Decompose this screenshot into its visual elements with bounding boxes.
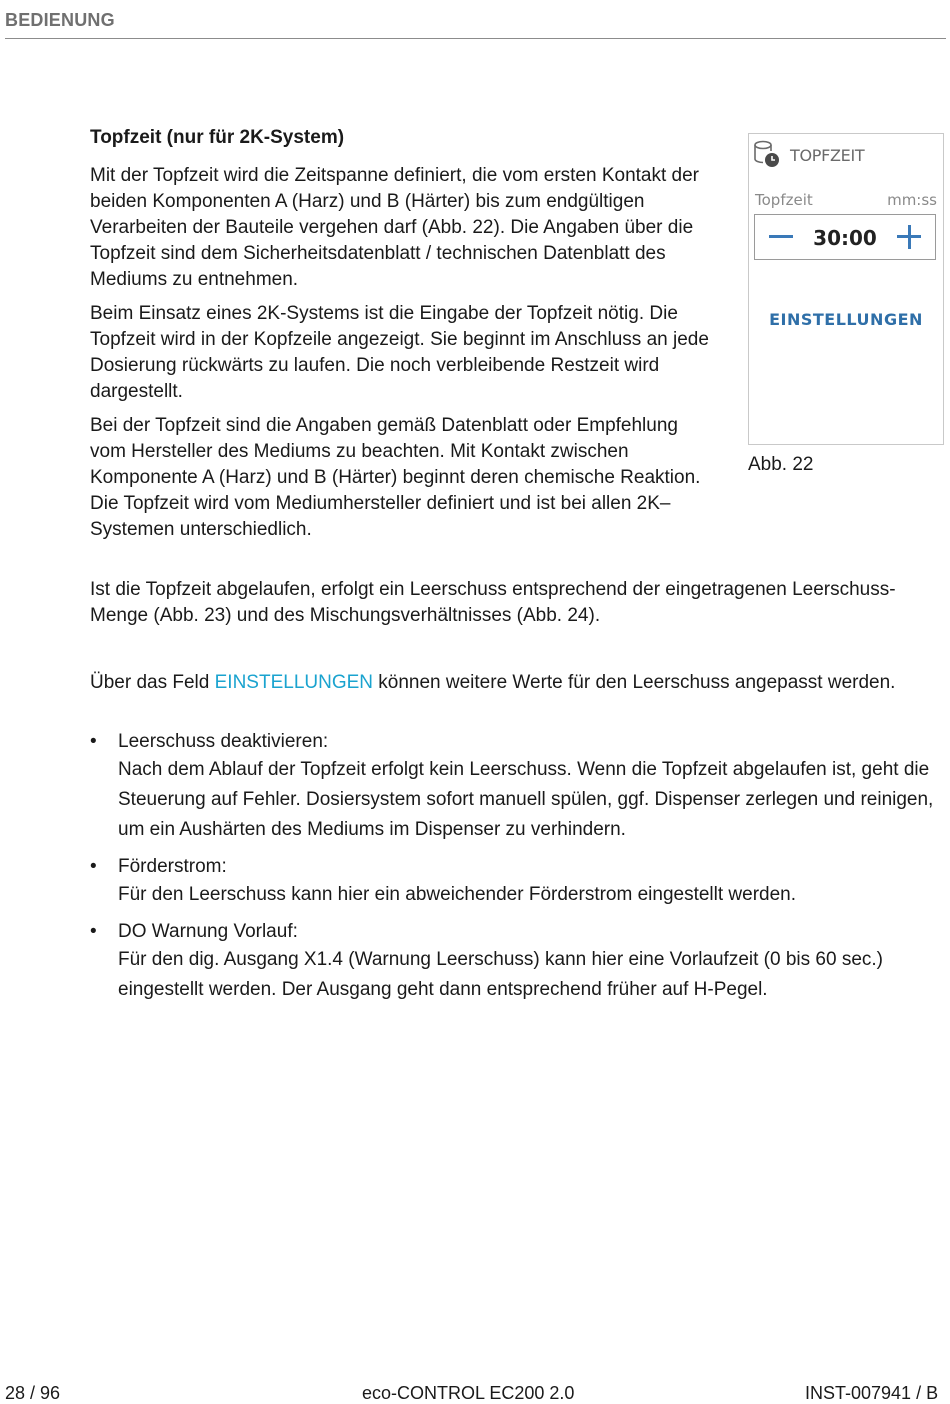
paragraph-2k-system: Beim Einsatz eines 2K-Systems ist die Eingabe der Topfzeit nötig. Die Topfzeit wird in der Kopfzeile angezeigt. Sie beginnt im Anschluss an jede Dosierung rückwärts zu laufen. Die noch verbleibende Restzeit wird dargestellt. (90, 303, 709, 402)
list-item (90, 729, 950, 845)
settings-list (90, 729, 950, 1014)
bullet-marker: • (90, 921, 97, 942)
list-item-text: Für den Leerschuss kann hier ein abweichender Förderstrom eingestellt werden. (118, 884, 797, 905)
list-item-heading: Förderstrom: (118, 856, 227, 877)
figure-caption: Abb. 22 (748, 454, 814, 475)
page-number: 28 / 96 (5, 1383, 61, 1403)
topfzeit-value[interactable]: 30:00 (813, 226, 877, 250)
settings-link: EINSTELLUNGEN (214, 672, 373, 693)
topfzeit-unit-label: mm:ss (887, 191, 937, 209)
list-item-text: Nach dem Ablauf der Topfzeit erfolgt kein Leerschuss. Wenn die Topfzeit abgelaufen ist, geht die Steuerung auf Fehler. Dosiersystem sofort manuell spülen, ggf. Dispenser zerlegen und reinigen, um ein Aushärten des Mediums im Dispenser zu verhindern. (118, 759, 934, 840)
list-item-text: Für den dig. Ausgang X1.4 (Warnung Leerschuss) kann hier eine Vorlaufzeit (0 bis 60 sec.) eingestellt werden. Der Ausgang geht dann entsprechend früher auf H-Pegel. (118, 949, 884, 1000)
list-item (90, 854, 950, 910)
section-title: Topfzeit (nur für 2K-System) (90, 127, 345, 148)
widget-title: TOPFZEIT (790, 146, 865, 165)
database-clock-icon (753, 139, 781, 169)
paragraph-settings-after: können weitere Werte für den Leerschuss angepasst werden. (373, 672, 896, 693)
list-item (90, 919, 950, 1005)
einstellungen-button[interactable]: EINSTELLUNGEN (769, 310, 923, 329)
list-item-heading: Leerschuss deaktivieren: (118, 731, 329, 752)
paragraph-settings-before: Über das Feld (90, 672, 215, 693)
plus-icon-vertical[interactable] (908, 225, 911, 249)
paragraph-expired: Ist die Topfzeit abgelaufen, erfolgt ein Leerschuss entsprechend der eingetragenen Leerschuss-Menge (Abb. 23) und des Mischungsverhältnisses (Abb. 24). (90, 579, 896, 626)
list-item-heading: DO Warnung Vorlauf: (118, 921, 298, 942)
document-id: INST-007941 / B (805, 1383, 939, 1403)
bullet-marker: • (90, 731, 97, 752)
topfzeit-stepper[interactable] (754, 214, 936, 260)
topfzeit-widget (748, 133, 944, 445)
paragraph-datasheet: Bei der Topfzeit sind die Angaben gemäß Datenblatt oder Empfehlung vom Hersteller des Mediums zu beachten. Mit Kontakt zwischen Komponente A (Harz) und B (Härter) beginnt deren chemische Reaktion. Die Topfzeit wird vom Mediumhersteller definiert und ist bei allen 2K–Systemen unterschiedlich. (90, 415, 701, 540)
paragraph-definition: Mit der Topfzeit wird die Zeitspanne definiert, die vom ersten Kontakt der beiden Komponenten A (Harz) und B (Härter) bis zum endgültigen Verarbeiten der Bauteile vergehen darf (Abb. 22). Die Angaben über die Topfzeit sind dem Sicherheitsdatenblatt / technischen Datenblatt des Mediums zu entnehmen. (90, 165, 700, 290)
product-name: eco-CONTROL EC200 2.0 (362, 1383, 575, 1403)
bullet-marker: • (90, 856, 97, 877)
header-divider (5, 38, 946, 39)
paragraph-settings (90, 670, 940, 696)
page-header-title: BEDIENUNG (5, 10, 115, 30)
topfzeit-field-label: Topfzeit (755, 191, 813, 209)
